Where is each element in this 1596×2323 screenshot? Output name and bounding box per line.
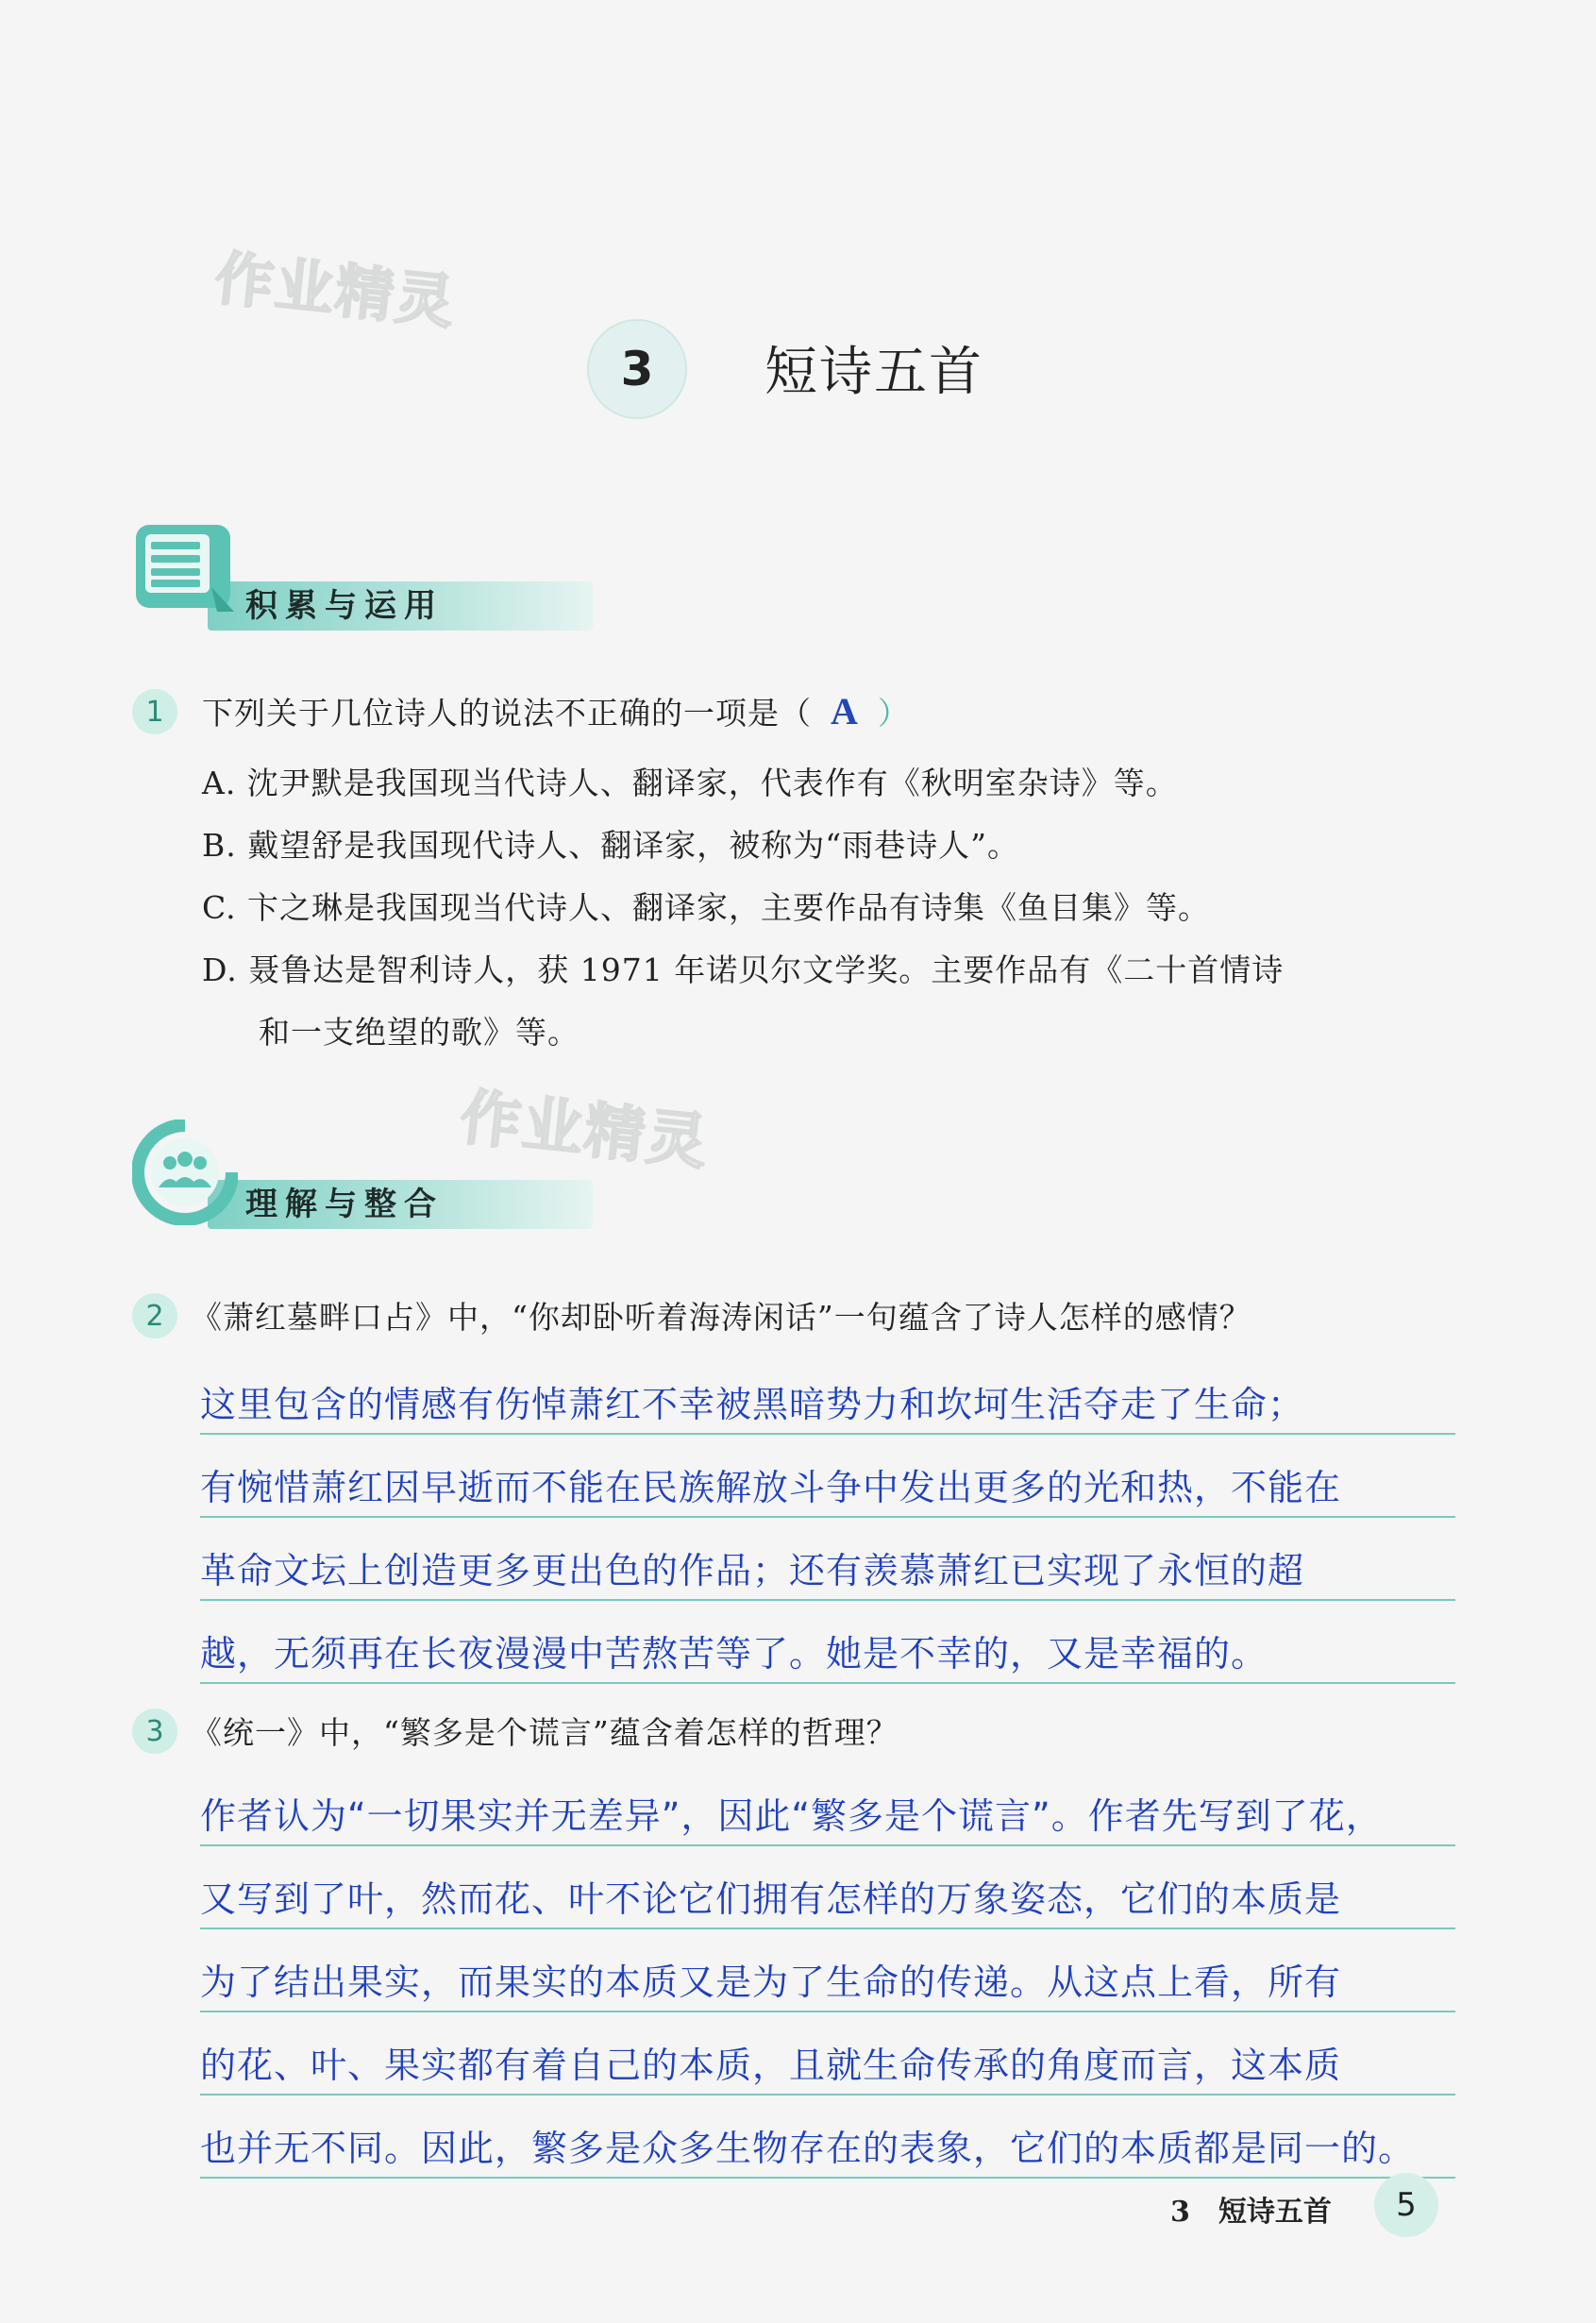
answer-line <box>200 1601 1455 1684</box>
answer-text: 有惋惜萧红因早逝而不能在民族解放斗争中发出更多的光和热，不能在 <box>200 1467 1342 1508</box>
section-header-comprehension <box>132 1119 491 1242</box>
option-d: D. 聂鲁达是智利诗人，获 1971 年诺贝尔文学奖。主要作品有《二十首情诗 <box>202 951 1285 988</box>
answer-line <box>200 1435 1455 1518</box>
section-title: 理解与整合 <box>245 1186 444 1223</box>
question-stem: 《萧红墓畔口占》中，“你却卧听着海涛闲话”一句蕴含了诗人怎样的感情？ <box>191 1299 1252 1336</box>
option-a: A. 沈尹默是我国现当代诗人、翻译家，代表作有《秋明室杂诗》等。 <box>202 765 1178 801</box>
answer-line <box>200 1763 1455 1846</box>
question-stem-text: 下列关于几位诗人的说法不正确的一项是（ <box>202 695 812 732</box>
section-header-accumulation <box>132 521 491 644</box>
option-d-continued: 和一支绝望的歌》等。 <box>259 1014 580 1051</box>
data-panel-icon <box>132 521 238 627</box>
answer-text: 这里包含的情感有伤悼萧红不幸被黑暗势力和坎坷生活夺走了生命； <box>200 1384 1305 1425</box>
option-b: B. 戴望舒是我国现代诗人、翻译家，被称为“雨巷诗人”。 <box>202 827 1019 864</box>
watermark: 作业精灵 <box>211 243 460 338</box>
option-c: C. 卞之琳是我国现当代诗人、翻译家，主要作品有诗集《鱼目集》等。 <box>202 889 1211 926</box>
watermark: 作业精灵 <box>457 1083 713 1179</box>
answer-text: 越，无须再在长夜漫漫中苦熬苦等了。她是不幸的，又是幸福的。 <box>200 1633 1268 1675</box>
chapter-number: 3 <box>587 319 687 419</box>
answer-line <box>200 1846 1455 1929</box>
page-number: 5 <box>1374 2173 1438 2237</box>
answer-line <box>200 2012 1455 2096</box>
chapter-title: 短诗五首 <box>764 342 983 403</box>
people-group-icon <box>132 1119 238 1225</box>
answer-text: 作者认为“一切果实并无差异”，因此“繁多是个谎言”。作者先写到了花， <box>200 1795 1383 1837</box>
footer-chapter-label: 3 短诗五首 <box>1170 2196 1332 2229</box>
answer-choice: A <box>831 690 859 732</box>
answer-text: 革命文坛上创造更多更出色的作品；还有羡慕萧红已实现了永恒的超 <box>200 1550 1305 1591</box>
answer-text: 为了结出果实，而果实的本质又是为了生命的传递。从这点上看，所有 <box>200 1961 1342 2003</box>
question-number-badge: 3 <box>132 1709 177 1754</box>
answer-text: 也并无不同。因此，繁多是众多生物存在的表象，它们的本质都是同一的。 <box>200 2128 1416 2169</box>
answer-text: 的花、叶、果实都有着自己的本质，且就生命传承的角度而言，这本质 <box>200 2045 1342 2086</box>
answer-line <box>200 1518 1455 1601</box>
question-number-badge: 1 <box>132 689 177 734</box>
answer-line <box>200 1929 1455 2012</box>
answer-line <box>200 2096 1455 2179</box>
question-number-badge: 2 <box>132 1293 177 1338</box>
question-close-paren: ） <box>877 695 910 732</box>
answer-line <box>200 1352 1455 1435</box>
question-stem <box>202 689 910 733</box>
answer-text: 又写到了叶，然而花、叶不论它们拥有怎样的万象姿态，它们的本质是 <box>200 1878 1342 1920</box>
question-stem: 《统一》中，“繁多是个谎言”蕴含着怎样的哲理？ <box>191 1714 899 1751</box>
section-title: 积累与运用 <box>245 587 444 625</box>
